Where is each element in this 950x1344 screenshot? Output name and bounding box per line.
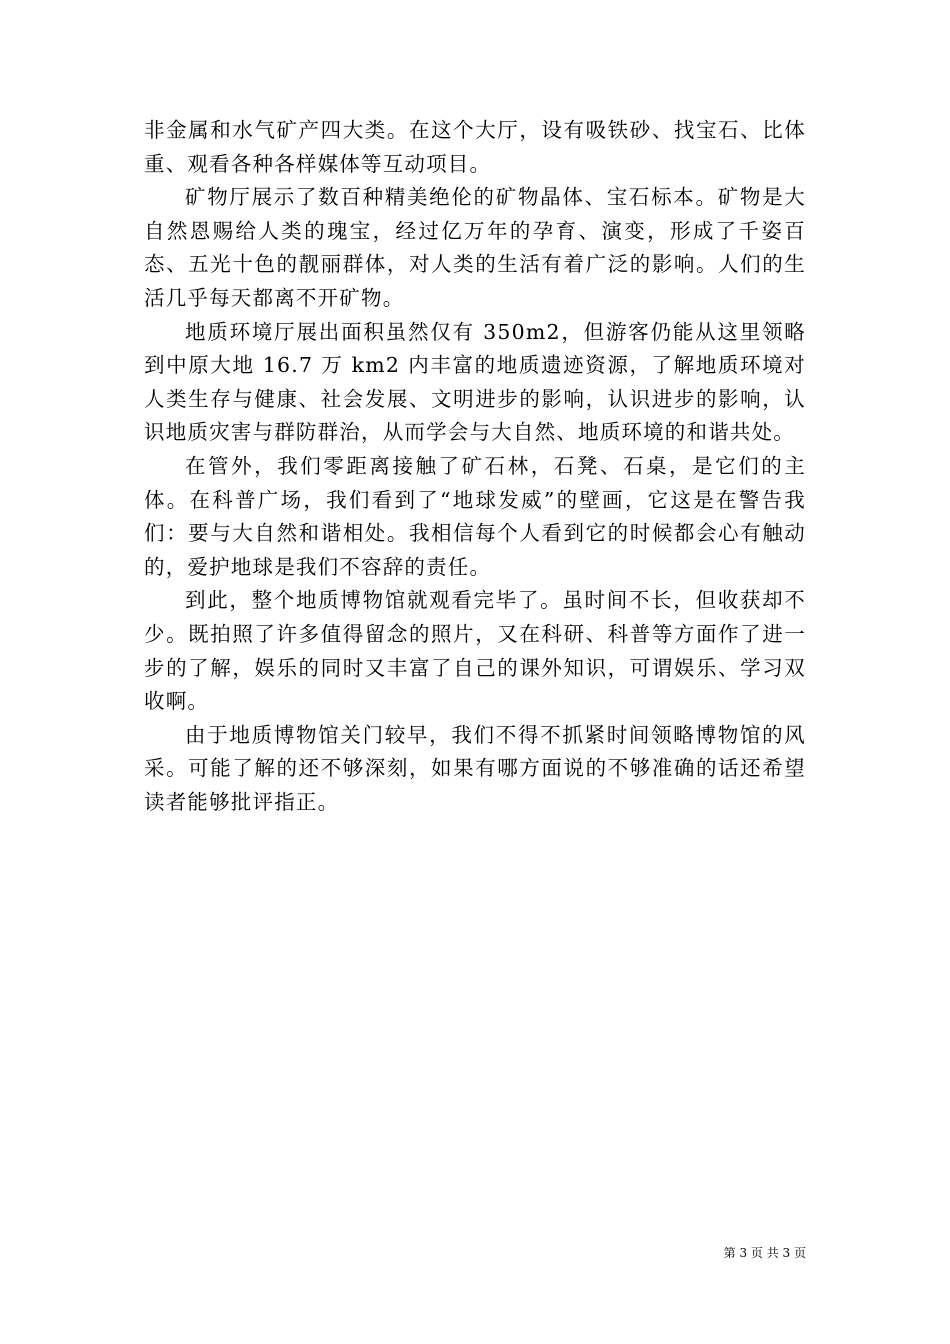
- paragraph-mineral-hall: 矿物厅展示了数百种精美绝伦的矿物晶体、宝石标本。矿物是大自然恩赐给人类的瑰宝，经过亿万年的孕育、演变，形成了千姿百态、五光十色的靓丽群体，对人类的生活有着广泛的影响。人们的生活几乎每天都离不开矿物。: [144, 185, 806, 310]
- paragraph-closing: 由于地质博物馆关门较早，我们不得不抓紧时间领略博物馆的风采。可能了解的还不够深刻，如果有哪方面说的不够准确的话还希望读者能够批评指正。: [144, 722, 806, 814]
- paragraph-continued: 非金属和水气矿产四大类。在这个大厅，设有吸铁砂、找宝石、比体重、观看各种各样媒体等互动项目。: [144, 118, 806, 176]
- paragraph-summary: 到此，整个地质博物馆就观看完毕了。虽时间不长，但收获却不少。既拍照了许多值得留念的照片，又在科研、科普等方面作了进一步的了解，娱乐的同时又丰富了自己的课外知识，可谓娱乐、学习双收啊。: [144, 588, 806, 714]
- document-body: [144, 114, 806, 819]
- paragraph-geo-environment-hall: 地质环境厅展出面积虽然仅有 350m2，但游客仍能从这里领略到中原大地 16.7 万 km2 内丰富的地质遗迹资源，了解地质环境对人类生存与健康、社会发展、文明进步的影响，认识进步的影响，认识地质灾害与群防群治，从而学会与大自然、地质环境的和谐共处。: [144, 319, 806, 445]
- page-number-footer: 第 3 页 共 3 页: [723, 1246, 806, 1260]
- paragraph-outdoor: 在管外，我们零距离接触了矿石林，石凳、石桌，是它们的主体。在科普广场，我们看到了“地球发威”的壁画，它这是在警告我们：要与大自然和谐相处。我相信每个人看到它的时候都会心有触动的，爱护地球是我们不容辞的责任。: [144, 453, 806, 579]
